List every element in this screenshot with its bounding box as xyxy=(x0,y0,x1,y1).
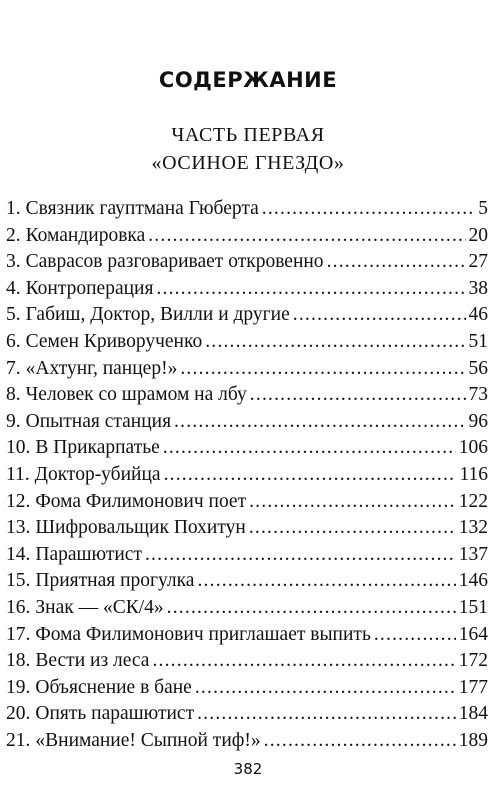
toc-entry-page: 189 xyxy=(458,729,488,751)
toc-entry-number: 8. xyxy=(6,384,21,406)
toc-leader-dots xyxy=(327,249,466,276)
toc-leader-dots xyxy=(167,595,456,622)
toc-entry-19 xyxy=(0,675,496,702)
toc-leader-dots xyxy=(174,409,465,436)
toc-entry-page: 5 xyxy=(478,198,488,219)
toc-entry-8 xyxy=(0,382,496,409)
toc-entry-title: Приятная прогулка xyxy=(35,570,195,592)
toc-entry-number: 1. xyxy=(6,198,21,219)
contents-heading: СОДЕРЖАНИЕ xyxy=(158,68,338,92)
toc-entry-15 xyxy=(0,568,496,595)
toc-entry-number: 7. xyxy=(6,357,21,379)
toc-entry-number: 11. xyxy=(6,463,30,485)
toc-entry-page: 116 xyxy=(459,463,488,485)
toc-leader-dots xyxy=(293,302,466,329)
toc-entry-title: Человек со шрамом на лбу xyxy=(25,384,247,406)
toc-entry-page: 137 xyxy=(458,543,488,565)
toc-entry-page: 172 xyxy=(458,650,488,672)
toc-leader-dots xyxy=(249,515,456,542)
toc-entry-title: Связник гауптмана Гюберта xyxy=(25,198,259,219)
toc-entry-page: 184 xyxy=(458,703,488,725)
toc-entry-18 xyxy=(0,648,496,675)
toc-entry-page: 151 xyxy=(458,596,488,618)
toc-leader-dots xyxy=(148,223,465,250)
toc-leader-dots xyxy=(374,622,456,649)
toc-entry-9 xyxy=(0,409,496,436)
toc-entry-page: 38 xyxy=(468,277,488,299)
toc-entry-title: Опытная станция xyxy=(25,410,172,432)
toc-entry-page: 106 xyxy=(458,437,488,459)
toc-leader-dots xyxy=(145,542,456,569)
toc-entry-title: Саврасов разговаривает откровенно xyxy=(25,251,324,273)
toc-entry-number: 6. xyxy=(6,330,21,352)
toc-entry-20 xyxy=(0,701,496,728)
toc-entry-number: 20. xyxy=(6,703,31,725)
part-subtitle: «ОСИНОЕ ГНЕЗДО» xyxy=(151,152,345,174)
toc-entry-number: 17. xyxy=(6,623,31,645)
toc-entry-page: 27 xyxy=(468,251,488,273)
toc-leader-dots xyxy=(164,462,457,489)
toc-entry-title: «Ахтунг, панцер!» xyxy=(25,357,178,379)
toc-entry-5 xyxy=(0,302,496,329)
toc-entry-number: 19. xyxy=(6,676,31,698)
toc-entry-page: 96 xyxy=(468,410,488,432)
toc-entry-page: 56 xyxy=(468,357,488,379)
toc-entry-number: 2. xyxy=(6,224,21,246)
toc-entry-title: Парашютист xyxy=(35,543,142,565)
toc-leader-dots xyxy=(197,701,456,728)
toc-leader-dots xyxy=(180,356,465,383)
toc-entry-page: 177 xyxy=(458,676,488,698)
toc-entry-10 xyxy=(0,435,496,462)
toc-entry-title: Объяснение в бане xyxy=(35,676,192,698)
toc-entry-number: 4. xyxy=(6,277,21,299)
toc-entry-title: Контроперация xyxy=(25,277,154,299)
toc-entry-number: 9. xyxy=(6,410,21,432)
toc-leader-dots xyxy=(262,196,475,223)
toc-entry-page: 46 xyxy=(468,304,488,326)
toc-entry-title: Фома Филимонович поет xyxy=(35,490,247,512)
toc-entry-number: 15. xyxy=(6,570,31,592)
toc-entry-title: В Прикарпатье xyxy=(35,437,160,459)
toc-entry-3 xyxy=(0,249,496,276)
toc-entry-title: Знак — «СК/4» xyxy=(35,596,164,618)
toc-entry-page: 164 xyxy=(458,623,488,645)
toc-entry-page: 122 xyxy=(458,490,488,512)
toc-leader-dots xyxy=(264,728,456,755)
toc-entry-17 xyxy=(0,622,496,649)
part-title: ЧАСТЬ ПЕРВАЯ xyxy=(171,124,325,146)
page-number: 382 xyxy=(233,760,263,778)
toc-entry-title: Вести из леса xyxy=(35,650,150,672)
toc-entry-4 xyxy=(0,276,496,303)
toc-entry-number: 3. xyxy=(6,251,21,273)
toc-entry-title: Габиш, Доктор, Вилли и другие xyxy=(25,304,290,326)
table-of-contents xyxy=(0,196,496,754)
toc-leader-dots xyxy=(197,568,455,595)
toc-entry-page: 146 xyxy=(458,570,488,592)
toc-entry-1 xyxy=(0,196,496,223)
toc-entry-14 xyxy=(0,542,496,569)
toc-entry-title: Семен Криворученко xyxy=(25,330,203,352)
toc-entry-number: 16. xyxy=(6,596,31,618)
toc-entry-number: 13. xyxy=(6,517,31,539)
toc-entry-page: 20 xyxy=(468,224,488,246)
toc-entry-page: 51 xyxy=(468,330,488,352)
toc-entry-page: 73 xyxy=(468,384,488,406)
toc-entry-11 xyxy=(0,462,496,489)
toc-entry-title: Опять парашютист xyxy=(35,703,195,725)
toc-entry-title: Доктор-убийца xyxy=(34,463,161,485)
toc-entry-16 xyxy=(0,595,496,622)
toc-entry-title: Командировка xyxy=(25,224,146,246)
toc-leader-dots xyxy=(250,382,466,409)
toc-entry-page: 132 xyxy=(458,517,488,539)
toc-entry-6 xyxy=(0,329,496,356)
toc-leader-dots xyxy=(205,329,465,356)
toc-entry-title: «Внимание! Сыпной тиф!» xyxy=(35,729,261,751)
toc-entry-title: Фома Филимонович приглашает выпить xyxy=(35,623,371,645)
toc-entry-21 xyxy=(0,728,496,755)
toc-entry-title: Шифровальщик Похитун xyxy=(35,517,246,539)
toc-entry-number: 14. xyxy=(6,543,31,565)
toc-entry-number: 12. xyxy=(6,490,31,512)
toc-leader-dots xyxy=(195,675,456,702)
toc-entry-2 xyxy=(0,223,496,250)
toc-entry-number: 21. xyxy=(6,729,31,751)
toc-entry-number: 18. xyxy=(6,650,31,672)
toc-entry-7 xyxy=(0,356,496,383)
toc-leader-dots xyxy=(156,276,465,303)
toc-entry-13 xyxy=(0,515,496,542)
toc-leader-dots xyxy=(152,648,455,675)
toc-entry-number: 5. xyxy=(6,304,21,326)
toc-entry-number: 10. xyxy=(6,437,31,459)
toc-entry-12 xyxy=(0,489,496,516)
toc-leader-dots xyxy=(163,435,456,462)
toc-leader-dots xyxy=(249,489,456,516)
